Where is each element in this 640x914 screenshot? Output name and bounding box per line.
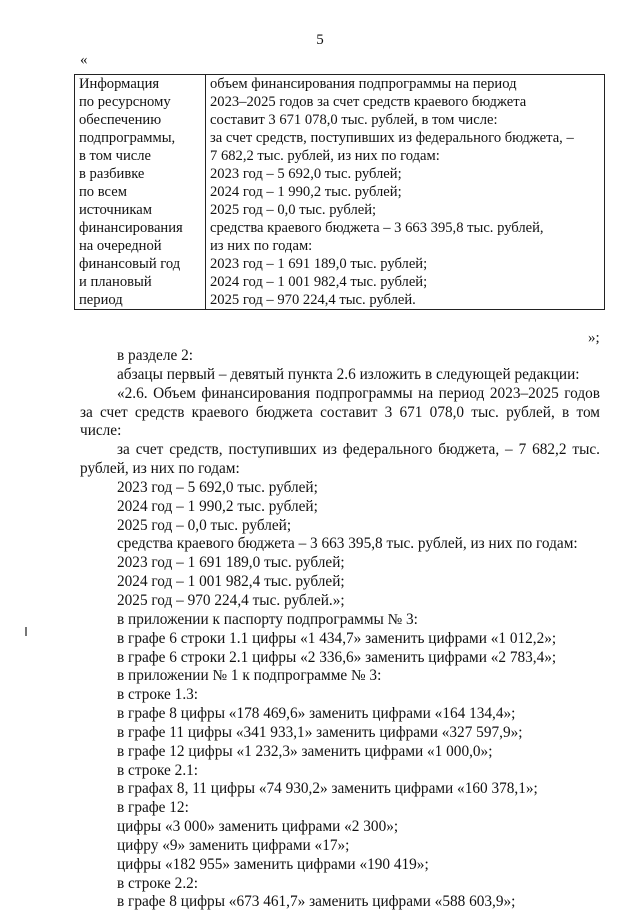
paragraph: 2024 год – 1 990,2 тыс. рублей; (117, 497, 318, 515)
paragraph: в приложении № 1 к подпрограмме № 3: (117, 667, 382, 685)
label-line: по ресурсному (79, 94, 171, 110)
paragraph: в графе 12: (117, 799, 189, 817)
content-line: из них по годам: (210, 238, 313, 254)
content-line: 2023 год – 5 692,0 тыс. рублей; (210, 166, 402, 182)
paragraph-continuation: числе: (80, 422, 122, 440)
content-line: составит 3 671 078,0 тыс. рублей, в том числе: (210, 112, 498, 128)
paragraph: 2025 год – 970 224,4 тыс. рублей.»; (117, 591, 345, 609)
paragraph: «2.6. Объем финансирования подпрограммы на период 2023–2025 годов за счет средств краевого бюджета составит 3 671 078,0 тыс. рублей, в том (80, 384, 600, 421)
opening-quote-mark: « (80, 52, 88, 68)
content-line: объем финансирования подпрограммы на период (210, 76, 517, 92)
content-line: 2024 год – 1 990,2 тыс. рублей; (210, 184, 402, 200)
table-row (75, 75, 605, 310)
paragraph: в графе 11 цифры «341 933,1» заменить цифрами «327 597,9»; (117, 723, 523, 741)
content-line: 2025 год – 970 224,4 тыс. рублей. (210, 292, 416, 308)
label-line: на очередной (79, 238, 162, 254)
label-line: Информация (79, 76, 160, 92)
paragraph: 2024 год – 1 001 982,4 тыс. рублей; (117, 573, 345, 591)
label-line: в разбивке (79, 166, 145, 182)
table-cell-label (75, 75, 206, 310)
paragraph: в строке 2.2: (117, 874, 199, 892)
paragraph: средства краевого бюджета – 3 663 395,8 тыс. рублей, из них по годам: (117, 535, 578, 553)
paragraph: в разделе 2: (117, 347, 193, 364)
paragraph: за счет средств, поступивших из федерального бюджета, – 7 682,2 тыс. (117, 441, 600, 459)
content-line: 2023–2025 годов за счет средств краевого бюджета (210, 94, 527, 110)
passport-info-table (74, 74, 605, 310)
table-cell-content (206, 75, 605, 310)
margin-mark (25, 627, 27, 636)
paragraph: 2023 год – 1 691 189,0 тыс. рублей; (117, 554, 345, 572)
content-line: 2023 год – 1 691 189,0 тыс. рублей; (210, 256, 428, 272)
content-line: за счет средств, поступивших из федерального бюджета, – (210, 130, 574, 146)
paragraph: 2023 год – 5 692,0 тыс. рублей; (117, 478, 318, 496)
closing-quote-mark: »; (588, 330, 600, 346)
paragraph: в графе 8 цифры «178 469,6» заменить цифрами «164 134,4»; (117, 705, 516, 723)
label-line: источникам (79, 202, 152, 218)
content-line: 7 682,2 тыс. рублей, из них по годам: (210, 148, 440, 164)
label-line: в том числе (79, 148, 152, 164)
paragraph: цифры «3 000» заменить цифрами «2 300»; (117, 818, 399, 836)
paragraph: в графе 8 цифры «673 461,7» заменить цифрами «588 603,9»; (117, 893, 516, 911)
label-line: обеспечению (79, 112, 162, 128)
paragraph: в графе 6 строки 1.1 цифры «1 434,7» заменить цифрами «1 012,2»; (117, 629, 557, 647)
label-line: период (79, 292, 123, 308)
paragraph: в строке 1.3: (117, 686, 199, 704)
paragraph: цифру «9» заменить цифрами «17»; (117, 836, 350, 854)
paragraph: 2025 год – 0,0 тыс. рублей; (117, 516, 292, 534)
document-body (80, 347, 600, 912)
content-line: средства краевого бюджета – 3 663 395,8 тыс. рублей, (210, 220, 544, 236)
label-line: подпрограммы, (79, 130, 176, 146)
paragraph-continuation: рублей, из них по годам: (80, 460, 240, 478)
paragraph: в графах 8, 11 цифры «74 930,2» заменить цифрами «160 378,1»; (117, 780, 538, 798)
label-line: финансирования (79, 220, 183, 236)
paragraph: абзацы первый – девятый пункта 2.6 изложить в следующей редакции: (117, 365, 580, 383)
page-number: 5 (316, 32, 324, 48)
paragraph: в приложении к паспорту подпрограммы № 3: (117, 610, 418, 628)
paragraph: цифры «182 955» заменить цифрами «190 419»; (117, 855, 429, 873)
label-line: и плановый (79, 274, 152, 290)
content-line: 2025 год – 0,0 тыс. рублей; (210, 202, 377, 218)
label-line: по всем (79, 184, 127, 200)
label-line: финансовый год (79, 256, 181, 272)
paragraph: в графе 6 строки 2.1 цифры «2 336,6» заменить цифрами «2 783,4»; (117, 648, 557, 666)
paragraph: в графе 12 цифры «1 232,3» заменить цифрами «1 000,0»; (117, 742, 493, 760)
paragraph: в строке 2.1: (117, 761, 199, 779)
content-line: 2024 год – 1 001 982,4 тыс. рублей; (210, 274, 428, 290)
